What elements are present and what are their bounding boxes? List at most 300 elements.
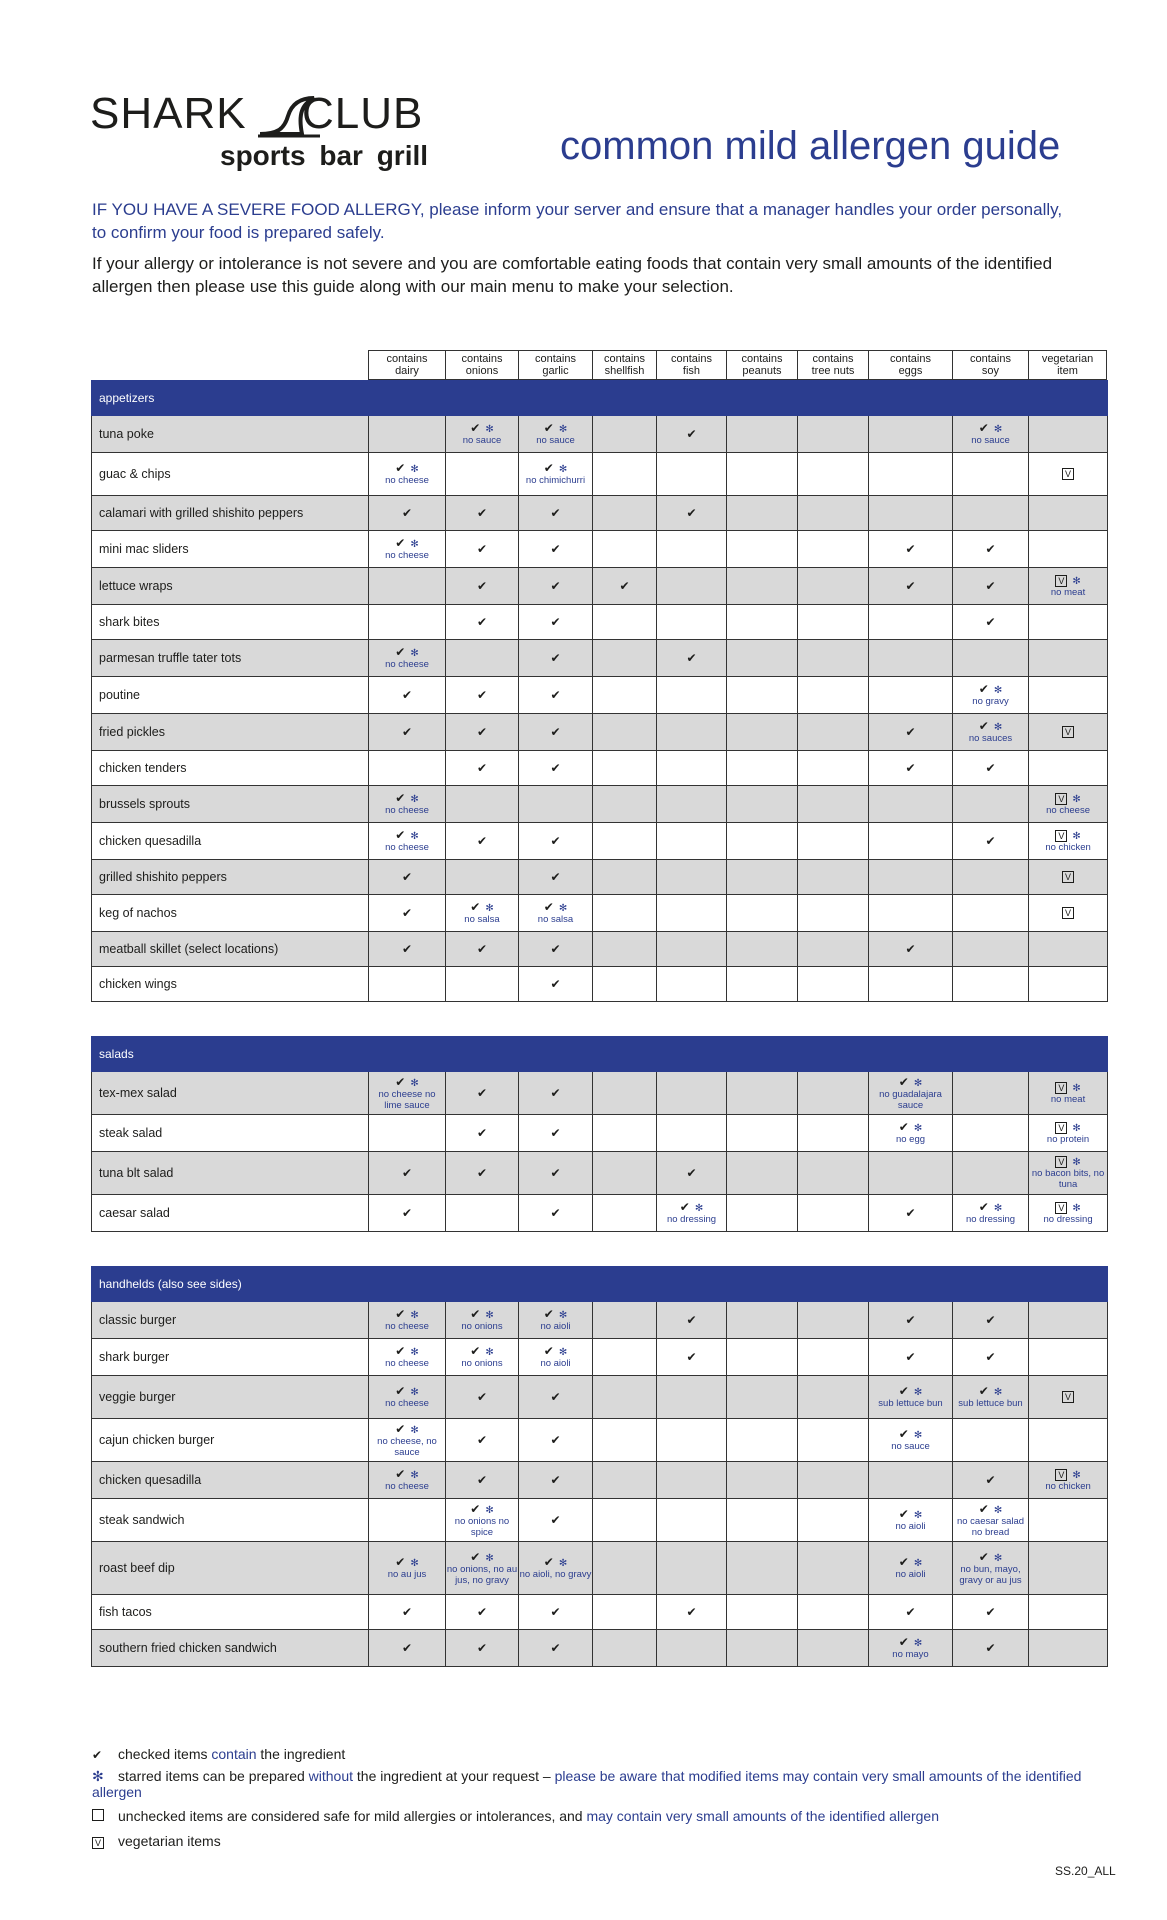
section-gap [92,1232,1108,1267]
allergen-cell [727,496,798,531]
allergen-cell [1029,1302,1108,1339]
allergen-cell [798,1542,869,1595]
item-name: tuna blt salad [92,1152,369,1195]
vegetarian-icon: V [1062,907,1074,919]
allergen-cell [446,895,519,932]
allergen-cell [593,1542,657,1595]
allergen-cell [953,677,1029,714]
check-icon: ✔ [395,645,406,659]
allergen-cell [519,496,593,531]
allergen-cell [657,1195,727,1232]
check-icon: ✔ [543,421,554,435]
allergen-cell [798,1499,869,1542]
check-icon: ✔ [679,1200,690,1214]
allergen-cell [1029,568,1108,605]
check-icon: ✔ [985,614,996,629]
table-row [92,786,1108,823]
allergen-cell [869,1542,953,1595]
allergen-cell [798,932,869,967]
allergen-cell [727,1630,798,1667]
allergen-cell [1029,751,1108,786]
star-icon: ✻ [913,1387,923,1398]
allergen-cell [727,568,798,605]
table-row [92,416,1108,453]
star-icon: ✻ [1072,1157,1081,1168]
check-icon: ✔ [543,1307,554,1321]
check-icon: ✔ [550,1085,561,1100]
table-row [92,496,1108,531]
allergen-cell [727,751,798,786]
check-icon: ✔ [898,1427,909,1441]
allergen-cell [1029,605,1108,640]
allergen-cell [446,932,519,967]
allergen-table [91,380,1108,1667]
table-row [92,1152,1108,1195]
check-icon: ✔ [476,1472,488,1487]
table-row [92,1115,1108,1152]
check-icon: ✔ [476,760,488,775]
severe-allergy-notice: IF YOU HAVE A SEVERE FOOD ALLERGY, please inform your server and ensure that a manager handles your order personally, to confirm your food is prepared safely. [92,200,1063,242]
allergen-cell [593,677,657,714]
allergen-cell [869,860,953,895]
allergen-cell [369,786,446,823]
allergen-cell [869,1419,953,1462]
check-icon: ✔ [550,1640,561,1655]
allergen-cell [657,1115,727,1152]
allergen-cell [369,895,446,932]
vegetarian-icon: V [92,1837,104,1849]
allergen-cell [446,1376,519,1419]
modification-note: no sauces [968,733,1013,744]
allergen-cell [869,531,953,568]
allergen-cell [1029,967,1108,1002]
star-icon: ✻ [410,1347,419,1358]
check-icon: ✔ [470,421,481,435]
allergen-cell [519,1339,593,1376]
table-row [92,453,1108,496]
check-icon: ✔ [550,578,561,593]
check-icon: ✔ [550,650,561,665]
allergen-cell [593,640,657,677]
check-icon: ✔ [476,1640,488,1655]
allergen-cell [953,605,1029,640]
check-icon: ✔ [543,1344,554,1358]
allergen-cell [593,895,657,932]
allergen-cell [446,496,519,531]
allergen-cell [519,531,593,568]
allergen-cell [869,640,953,677]
allergen-cell [657,786,727,823]
allergen-cell [369,932,446,967]
star-icon: ✻ [410,1470,419,1481]
allergen-cell [953,786,1029,823]
check-icon: ✔ [550,1389,561,1404]
allergen-cell [446,568,519,605]
allergen-cell [657,605,727,640]
allergen-cell [657,1302,727,1339]
allergen-cell [1029,1195,1108,1232]
check-icon: ✔ [401,505,413,520]
item-name: parmesan truffle tater tots [92,640,369,677]
allergen-cell [1029,714,1108,751]
check-icon: ✔ [543,1555,554,1569]
allergen-cell [869,1630,953,1667]
allergen-cell [369,1115,446,1152]
allergen-cell [798,1376,869,1419]
allergen-cell [446,1499,519,1542]
item-name: chicken tenders [92,751,369,786]
check-icon: ✔ [401,724,413,739]
check-icon: ✔ [550,1165,561,1180]
star-icon: ✻ [410,648,419,659]
check-icon: ✔ [985,578,996,593]
allergen-cell [798,677,869,714]
table-row [92,1302,1108,1339]
allergen-cell [869,932,953,967]
allergen-cell [727,1419,798,1462]
modification-note: no mayo [892,1649,929,1660]
modification-note: no au jus [387,1569,427,1580]
star-icon: ✻ [558,464,568,475]
allergen-cell [519,1595,593,1630]
star-icon: ✻ [913,1430,923,1441]
modification-note: no cheese [385,550,429,561]
allergen-cell [369,1072,446,1115]
allergen-cell [593,1195,657,1232]
check-icon: ✔ [476,833,488,848]
allergen-cell [1029,1152,1108,1195]
allergen-cell [657,1499,727,1542]
check-icon: ✔ [905,1312,916,1327]
logo-word-shark: SHARK [90,89,247,138]
check-icon: ✔ [476,505,488,520]
check-icon: ✔ [550,1604,561,1619]
allergen-cell [1029,1376,1108,1419]
modification-note: no cheese [385,805,429,816]
allergen-cell [593,531,657,568]
star-icon: ✻ [1072,1122,1081,1134]
item-name: shark bites [92,605,369,640]
star-icon: ✻ [410,1387,419,1398]
allergen-cell [798,1152,869,1195]
check-icon: ✔ [905,760,916,775]
allergen-cell [727,1339,798,1376]
allergen-cell [519,1072,593,1115]
item-name: tuna poke [92,416,369,453]
star-icon: ✻ [913,1077,923,1089]
modification-note: no egg [895,1134,926,1145]
check-icon: ✔ [905,1349,916,1364]
table-row [92,677,1108,714]
star-icon: ✻ [485,903,494,914]
allergen-cell [657,1542,727,1595]
mild-allergy-notice: If your allergy or intolerance is not severe and you are comfortable eating foods that contain very small amounts of the identified allergen then please use this guide along with our main menu to make your selection. [92,254,1053,296]
vegetarian-icon: V [1062,726,1074,738]
check-icon: ✔ [550,1205,561,1220]
check-icon: ✔ [550,505,561,520]
allergen-cell [953,1115,1029,1152]
vegetarian-icon: V [1055,575,1067,587]
allergen-cell [727,860,798,895]
allergen-cell [593,786,657,823]
allergen-cell [446,714,519,751]
vegetarian-icon: V [1062,468,1074,480]
check-icon: ✔ [470,1501,481,1516]
star-icon: ✻ [558,1310,568,1321]
item-name: steak sandwich [92,1499,369,1542]
allergen-cell [519,823,593,860]
allergen-cell [869,677,953,714]
allergen-cell [798,1302,869,1339]
check-icon: ✔ [550,833,561,848]
allergen-cell [446,1302,519,1339]
star-icon: ✻ [410,1424,419,1436]
allergen-cell [369,496,446,531]
allergen-cell [446,1339,519,1376]
column-header: contains fish [656,350,726,380]
allergen-cell [369,453,446,496]
vegetarian-icon: V [1055,830,1067,842]
modification-note: no salsa [537,914,574,925]
allergen-cell [593,1462,657,1499]
allergen-cell [1029,1630,1108,1667]
allergen-cell [869,1302,953,1339]
column-header: contains shellfish [592,350,656,380]
allergen-cell [953,531,1029,568]
check-icon: ✔ [543,900,554,914]
allergen-cell [519,1302,593,1339]
table-row [92,823,1108,860]
allergen-cell [657,1339,727,1376]
allergen-cell [593,1339,657,1376]
star-icon: ✻ [913,1510,923,1521]
allergen-cell [519,416,593,453]
item-name: brussels sprouts [92,786,369,823]
allergen-cell [727,416,798,453]
allergen-cell [1029,1499,1108,1542]
check-icon: ✔ [395,1384,406,1398]
modification-note: no meat [1050,586,1086,598]
section-header: appetizers [92,381,1108,416]
vegetarian-icon: V [1055,1202,1067,1214]
allergen-cell [798,568,869,605]
check-icon: ✔ [978,1384,989,1398]
star-icon: ✻ [92,1768,104,1784]
allergen-cell [519,932,593,967]
allergen-cell [446,1595,519,1630]
allergen-cell [1029,1595,1108,1630]
check-icon: ✔ [550,976,561,991]
vegetarian-icon: V [1062,871,1074,883]
allergen-cell [446,1072,519,1115]
check-icon: ✔ [978,1501,989,1516]
check-icon: ✔ [686,1349,697,1364]
check-icon: ✔ [978,719,989,733]
allergen-cell [593,1302,657,1339]
modification-note: sub lettuce bun [878,1398,943,1409]
modification-note: no aioli, no gravy [519,1569,592,1580]
check-icon: ✔ [401,941,413,956]
item-name: tex-mex salad [92,1072,369,1115]
column-header: contains peanuts [726,350,797,380]
allergen-cell [369,823,446,860]
allergen-cell [657,1630,727,1667]
check-icon: ✔ [550,1125,561,1140]
allergen-cell [869,1072,953,1115]
allergen-cell [953,1152,1029,1195]
allergen-cell [446,1419,519,1462]
star-icon: ✻ [1072,1202,1081,1214]
modification-note: no chicken [1045,841,1091,853]
check-icon: ✔ [401,869,413,884]
modification-note: no chicken [1045,1480,1091,1492]
allergen-cell [953,1419,1029,1462]
item-name: mini mac sliders [92,531,369,568]
star-icon: ✻ [993,1387,1003,1398]
check-icon: ✔ [985,760,996,775]
table-row [92,860,1108,895]
modification-note: no cheese [385,842,429,853]
allergen-cell [869,605,953,640]
allergen-cell [1029,1542,1108,1595]
check-icon: ✔ [476,941,488,956]
star-icon: ✻ [485,1310,494,1321]
table-row [92,1462,1108,1499]
allergen-cell [519,895,593,932]
allergen-cell [869,1595,953,1630]
allergen-cell [1029,1339,1108,1376]
allergen-cell [1029,1462,1108,1499]
check-icon: ✔ [395,828,406,842]
check-icon: ✔ [978,682,989,696]
allergen-cell [369,677,446,714]
check-icon: ✔ [395,536,406,550]
allergen-cell [657,1595,727,1630]
legend-vegetarian: V vegetarian items [92,1833,221,1849]
allergen-cell [657,714,727,751]
modification-note: no cheese [1046,804,1090,816]
check-icon: ✔ [401,1604,413,1619]
allergen-cell [593,496,657,531]
table-row [92,895,1108,932]
allergen-cell [727,714,798,751]
star-icon: ✻ [1072,793,1081,805]
modification-note: sub lettuce bun [958,1398,1023,1409]
allergen-cell [519,568,593,605]
check-icon: ✔ [686,505,697,520]
allergen-cell [657,751,727,786]
empty-box-icon [92,1809,104,1821]
allergen-cell [869,823,953,860]
star-icon: ✻ [913,1558,923,1569]
check-icon: ✔ [401,1165,413,1180]
shark-club-logo [90,89,450,174]
allergen-cell [519,1462,593,1499]
check-icon: ✔ [686,650,697,665]
allergen-cell [657,1072,727,1115]
allergen-cell [657,823,727,860]
item-name: shark burger [92,1339,369,1376]
allergen-cell [446,453,519,496]
allergen-cell [798,496,869,531]
modification-note: no dressing [965,1214,1016,1225]
allergen-cell [869,1195,953,1232]
item-name: cajun chicken burger [92,1419,369,1462]
check-icon: ✔ [905,1205,916,1220]
allergen-cell [953,860,1029,895]
star-icon: ✻ [1072,1469,1081,1481]
allergen-cell [727,1499,798,1542]
allergen-cell [953,1376,1029,1419]
column-header: contains garlic [518,350,592,380]
check-icon: ✔ [476,687,488,702]
allergen-cell [727,453,798,496]
star-icon: ✻ [410,794,419,805]
modification-note: no aioli [895,1569,926,1580]
allergen-cell [1029,1115,1108,1152]
allergen-cell [593,751,657,786]
item-name: lettuce wraps [92,568,369,605]
allergen-cell [1029,1419,1108,1462]
allergen-cell [519,1195,593,1232]
check-icon: ✔ [905,1604,916,1619]
star-icon: ✻ [485,424,494,435]
check-icon: ✔ [905,578,916,593]
allergen-cell [519,677,593,714]
check-icon: ✔ [550,614,561,629]
allergen-cell [953,1542,1029,1595]
check-icon: ✔ [686,1165,697,1180]
allergen-cell [593,416,657,453]
check-icon: ✔ [476,1085,488,1100]
allergen-cell [798,416,869,453]
check-icon: ✔ [985,1604,996,1619]
check-icon: ✔ [550,724,561,739]
allergen-cell [519,860,593,895]
star-icon: ✻ [1072,1082,1081,1094]
star-icon: ✻ [993,1504,1003,1516]
section-header: handhelds (also see sides) [92,1267,1108,1302]
allergen-cell [519,786,593,823]
allergen-cell [593,714,657,751]
item-name: veggie burger [92,1376,369,1419]
allergen-cell [519,1152,593,1195]
allergen-cell [798,714,869,751]
allergen-cell [593,1595,657,1630]
allergen-cell [369,1152,446,1195]
check-icon: ✔ [985,541,996,556]
star-icon: ✻ [913,1638,923,1649]
check-icon: ✔ [686,1604,697,1619]
allergen-cell [953,1462,1029,1499]
check-icon: ✔ [898,1120,909,1134]
allergen-cell [798,1195,869,1232]
star-icon: ✻ [485,1347,494,1358]
check-icon: ✔ [985,1349,996,1364]
allergen-cell [1029,860,1108,895]
allergen-cell [657,1152,727,1195]
allergen-cell [593,967,657,1002]
allergen-cell [593,1072,657,1115]
allergen-cell [1029,496,1108,531]
allergen-cell [798,1115,869,1152]
check-icon: ✔ [686,1312,697,1327]
star-icon: ✻ [1072,575,1081,587]
modification-note: no chimichurri [525,475,586,486]
vegetarian-icon: V [1055,793,1067,805]
allergen-cell [798,1462,869,1499]
item-name: guac & chips [92,453,369,496]
